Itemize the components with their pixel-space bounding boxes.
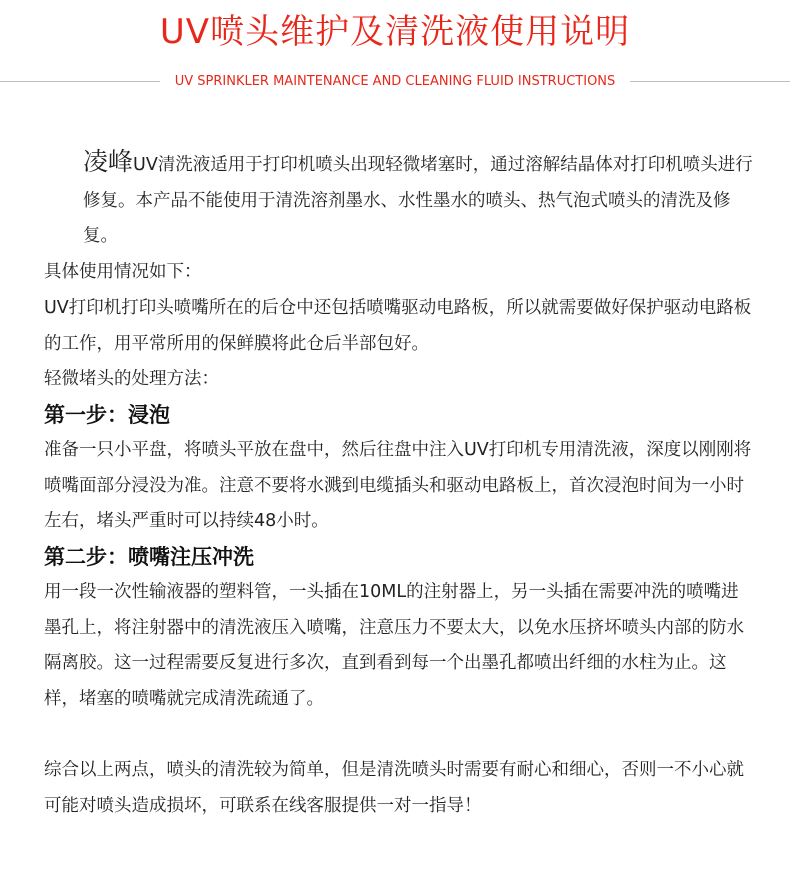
- intro-lead: 凌峰: [83, 147, 134, 176]
- step2-heading: 第二步：喷嘴注压冲洗: [44, 545, 254, 570]
- usage-paragraph: UV打印机打印头喷嘴所在的后仓中还包括喷嘴驱动电路板，所以就需要做好保护驱动电路板的工作，用平常所用的保鲜膜将此仓后半部包好。: [44, 297, 752, 354]
- page-subtitle: UV SPRINKLER MAINTENANCE AND CLEANING FLUID INSTRUCTIONS: [174, 74, 616, 89]
- step2-paragraph: 用一段一次性输液器的塑料管，一头插在10ML的注射器上，另一头插在需要冲洗的喷嘴进墨孔上，将注射器中的清洗液压入喷嘴，注意压力不要太大，以免水压挤坏喷头内部的防水隔离胶。这一过程需要反复进行多次，直到看到每一个出墨孔都喷出纤细的水柱为止。这样，堵塞的喷嘴就完成清洗疏通了。: [44, 582, 744, 710]
- page-title: UV喷头维护及清洗液使用说明: [159, 12, 631, 52]
- intro-paragraph: [44, 144, 756, 255]
- step1-paragraph: 准备一只小平盘，将喷头平放在盘中，然后往盘中注入UV打印机专用清洗液，深度以刚刚将喷嘴面部分浸没为准。注意不要将水溅到电缆插头和驱动电路板上，首次浸泡时间为一小时左右，堵头严重时可以持续48小时。: [44, 439, 752, 532]
- subtitle-row: [0, 70, 790, 94]
- instructions-body: [44, 144, 756, 824]
- method-label: 轻微堵头的处理方法：: [44, 369, 219, 390]
- usage-label: 具体使用情况如下：: [44, 262, 202, 283]
- step1-heading: 第一步：浸泡: [44, 402, 170, 427]
- divider-right: [630, 81, 790, 82]
- divider-left: [0, 81, 160, 82]
- summary-paragraph: 综合以上两点，喷头的清洗较为简单，但是清洗喷头时需要有耐心和细心，否则一不小心就可能对喷头造成损坏，可联系在线客服提供一对一指导！: [44, 759, 744, 816]
- blank-line: [44, 718, 756, 753]
- intro-text: UV清洗液适用于打印机喷头出现轻微堵塞时，通过溶解结晶体对打印机喷头进行修复。本产品不能使用于清洗溶剂墨水、水性墨水的喷头、热气泡式喷头的清洗及修复。: [83, 155, 753, 247]
